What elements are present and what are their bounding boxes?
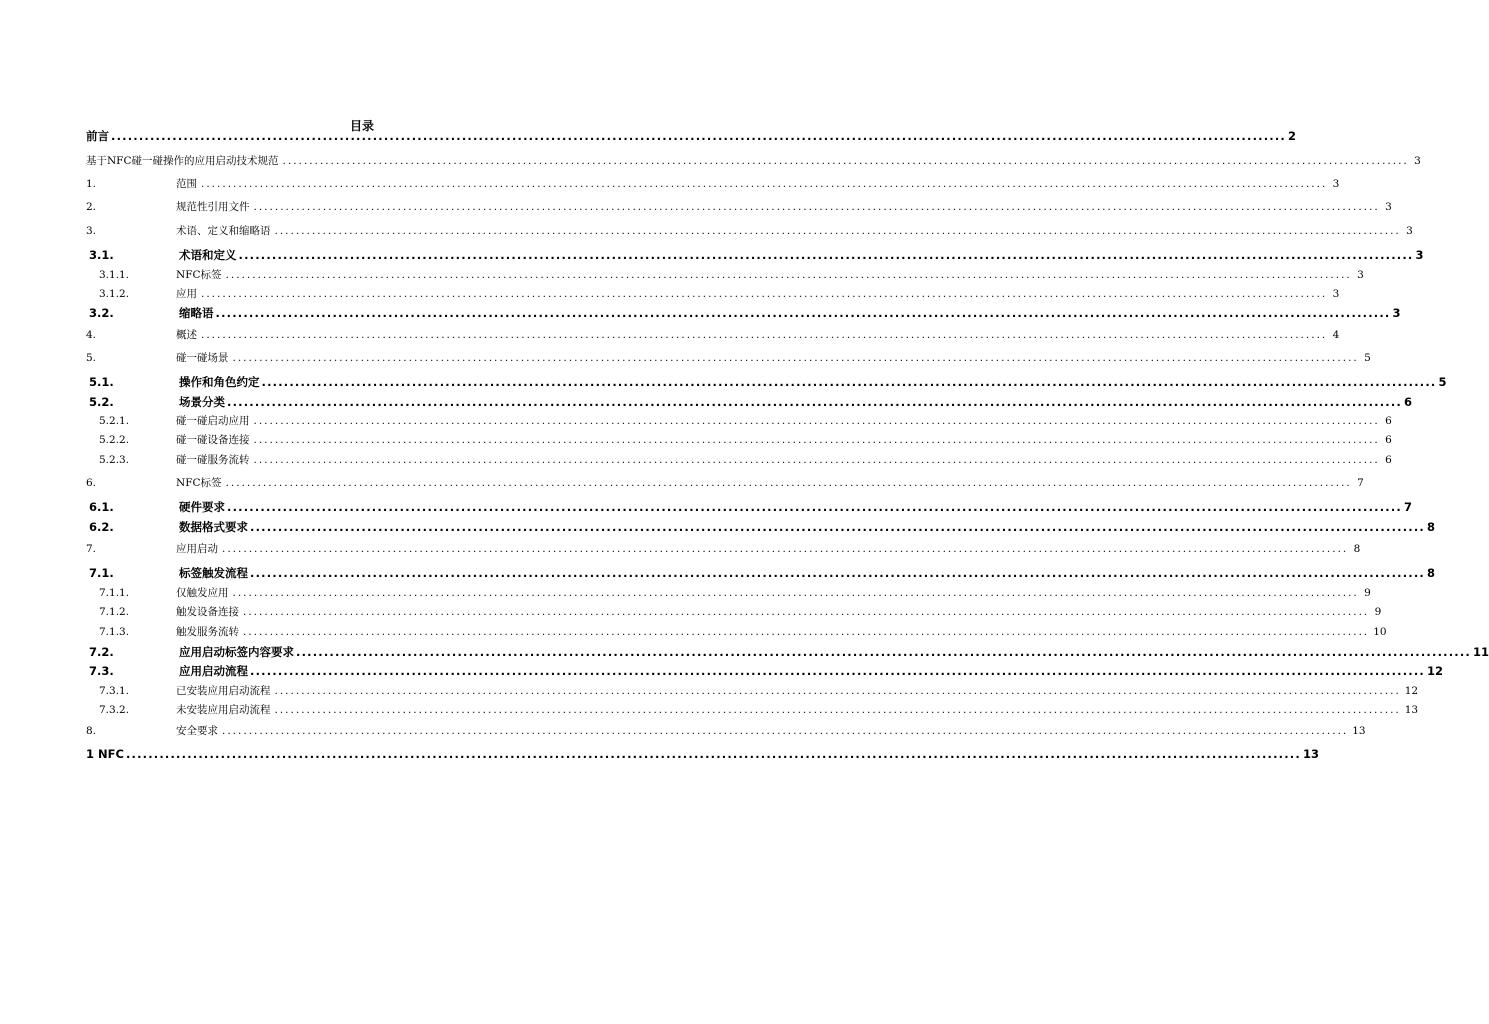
toc-entry-page: 13 xyxy=(1404,704,1419,716)
toc-dot-leader: ................................................................................................................................................................................................................... xyxy=(201,329,1328,341)
toc-dot-leader: ................................................................................................................................................................................................................... xyxy=(243,606,1370,618)
toc-dot-leader: ................................................................................................................................................................................................................... xyxy=(222,725,1349,737)
toc-dot-leader: ................................................................................................................................................................................................................... xyxy=(201,288,1328,300)
toc-entry-number: 7.1. xyxy=(89,566,114,580)
toc-entry-page: 13 xyxy=(1352,725,1366,737)
toc-entry-number: 7.1.3. xyxy=(99,626,130,638)
toc-entry-page: 3 xyxy=(1415,248,1424,262)
toc-entry[interactable] xyxy=(89,393,1413,411)
toc-entry[interactable] xyxy=(86,722,1366,740)
toc-entry[interactable] xyxy=(86,349,1371,367)
toc-dot-leader: ................................................................................................................................................................................................................... xyxy=(274,225,1401,237)
toc-entry-number: 7. xyxy=(86,543,97,555)
toc-entry-page: 5 xyxy=(1364,352,1371,364)
toc-dot-leader: ................................................................................................................................................................................................................... xyxy=(232,587,1359,599)
toc-entry-number: 5. xyxy=(86,352,97,364)
toc-entry-page: 7 xyxy=(1404,500,1413,514)
toc-entry-title: 前言 xyxy=(86,129,109,143)
toc-entry[interactable] xyxy=(89,304,1401,322)
toc-entry[interactable] xyxy=(99,701,1419,719)
toc-entry-page: 12 xyxy=(1427,664,1444,678)
toc-entry-number: 7.2. xyxy=(89,645,114,659)
toc-entry[interactable] xyxy=(86,152,1421,170)
toc-entry-page: 9 xyxy=(1364,587,1371,599)
toc-entry[interactable] xyxy=(89,246,1424,264)
toc-entry-number: 7.1.1. xyxy=(99,587,130,599)
toc-entry-title: 安全要求 xyxy=(176,725,218,737)
toc-entry[interactable] xyxy=(89,373,1447,391)
toc-dot-leader: ................................................................................................................................................................................................................... xyxy=(261,375,1437,389)
toc-entry-number: 5.2.3. xyxy=(99,454,130,466)
toc-entry[interactable] xyxy=(86,745,1319,763)
toc-entry-page: 2 xyxy=(1288,129,1297,143)
toc-entry-page: 8 xyxy=(1427,520,1436,534)
toc-dot-leader: ................................................................................................................................................................................................................... xyxy=(227,500,1402,514)
toc-entry-title: 应用启动流程 xyxy=(179,664,248,678)
toc-entry[interactable] xyxy=(99,266,1364,284)
toc-dot-leader: ................................................................................................................................................................................................................... xyxy=(282,155,1409,167)
toc-entry-page: 3 xyxy=(1385,201,1392,213)
toc-dot-leader: ................................................................................................................................................................................................................... xyxy=(238,248,1414,262)
toc-entry-number: 3.1.2. xyxy=(99,288,130,300)
toc-entry-title: 应用启动 xyxy=(176,543,218,555)
toc-entry-title: 触发设备连接 xyxy=(176,606,239,618)
toc-entry-page: 8 xyxy=(1427,566,1436,580)
toc-dot-leader: ................................................................................................................................................................................................................... xyxy=(253,415,1380,427)
toc-entry-number: 7.3.1. xyxy=(99,685,130,697)
toc-entry-page: 12 xyxy=(1404,685,1419,697)
toc-dot-leader: ................................................................................................................................................................................................................... xyxy=(111,129,1286,143)
toc-entry-title: 范围 xyxy=(176,178,197,190)
toc-entry-title: 仅触发应用 xyxy=(176,587,229,599)
toc-entry-title: 标签触发流程 xyxy=(179,566,248,580)
toc-entry-number: 3.1. xyxy=(89,248,114,262)
toc-entry[interactable] xyxy=(86,326,1340,344)
toc-entry-page: 6 xyxy=(1385,434,1392,446)
toc-entry-page: 8 xyxy=(1353,543,1361,555)
toc-dot-leader: ................................................................................................................................................................................................................... xyxy=(201,178,1328,190)
toc-entry-page: 11 xyxy=(1473,645,1489,659)
toc-entry-title: 操作和角色约定 xyxy=(179,375,260,389)
toc-entry-title: 1 NFC xyxy=(86,747,124,761)
toc-entry-number: 3.1.1. xyxy=(99,269,130,281)
toc-entry-page: 3 xyxy=(1332,288,1340,300)
toc-entry[interactable] xyxy=(89,518,1436,536)
toc-entry-title: 应用启动标签内容要求 xyxy=(179,645,294,659)
toc-entry[interactable] xyxy=(99,682,1419,700)
toc-dot-leader: ................................................................................................................................................................................................................... xyxy=(253,454,1380,466)
toc-entry[interactable] xyxy=(86,222,1413,240)
toc-entry-title: 碰一碰启动应用 xyxy=(176,415,250,427)
toc-entry-page: 6 xyxy=(1404,395,1413,409)
toc-entry-number: 8. xyxy=(86,725,97,737)
toc-entry[interactable] xyxy=(99,623,1387,641)
toc-entry-title: 规范性引用文件 xyxy=(176,201,250,213)
toc-entry-title: 术语、定义和缩略语 xyxy=(176,225,271,237)
toc-entry[interactable] xyxy=(99,603,1382,621)
toc-entry[interactable] xyxy=(86,474,1364,492)
toc-entry[interactable] xyxy=(86,540,1361,558)
toc-dot-leader: ................................................................................................................................................................................................................... xyxy=(250,566,1425,580)
toc-entry[interactable] xyxy=(86,175,1340,193)
toc-entry-number: 7.3.2. xyxy=(99,704,130,716)
toc-dot-leader: ................................................................................................................................................................................................................... xyxy=(225,269,1352,281)
toc-entry-page: 3 xyxy=(1332,178,1340,190)
toc-entry-number: 7.1.2. xyxy=(99,606,130,618)
toc-entry[interactable] xyxy=(89,643,1489,661)
toc-entry-title: 硬件要求 xyxy=(179,500,225,514)
toc-dot-leader: ................................................................................................................................................................................................................... xyxy=(250,664,1425,678)
toc-entry[interactable] xyxy=(99,285,1340,303)
toc-dot-leader: ................................................................................................................................................................................................................... xyxy=(125,747,1301,761)
toc-entry-number: 3. xyxy=(86,225,97,237)
toc-dot-leader: ................................................................................................................................................................................................................... xyxy=(253,201,1380,213)
toc-entry-number: 6.1. xyxy=(89,500,114,514)
toc-dot-leader: ................................................................................................................................................................................................................... xyxy=(296,645,1471,659)
toc-dot-leader: ................................................................................................................................................................................................................... xyxy=(227,395,1402,409)
toc-entry-page: 4 xyxy=(1332,329,1340,341)
toc-entry-title: 碰一碰场景 xyxy=(176,352,229,364)
toc-dot-leader: ................................................................................................................................................................................................................... xyxy=(225,477,1352,489)
toc-entry-number: 5.2.2. xyxy=(99,434,130,446)
toc-entry[interactable] xyxy=(86,198,1392,216)
toc-entry-title: 碰一碰服务流转 xyxy=(176,454,250,466)
toc-entry[interactable] xyxy=(86,127,1297,145)
toc-entry[interactable] xyxy=(99,431,1392,449)
toc-entry-number: 6. xyxy=(86,477,97,489)
toc-entry-title: 触发服务流转 xyxy=(176,626,239,638)
toc-entry-number: 7.3. xyxy=(89,664,114,678)
toc-entry-number: 6.2. xyxy=(89,520,114,534)
toc-entry-title: NFC标签 xyxy=(176,269,222,281)
toc-entry-title: 未安装应用启动流程 xyxy=(176,704,271,716)
toc-entry[interactable] xyxy=(89,564,1436,582)
toc-dot-leader: ................................................................................................................................................................................................................... xyxy=(274,685,1401,697)
toc-entry-page: 9 xyxy=(1374,606,1382,618)
toc-dot-leader: ................................................................................................................................................................................................................... xyxy=(222,543,1349,555)
toc-entry-page: 3 xyxy=(1357,269,1364,281)
toc-dot-leader: ................................................................................................................................................................................................................... xyxy=(274,704,1401,716)
toc-entry-number: 3.2. xyxy=(89,306,114,320)
toc-entry[interactable] xyxy=(89,498,1413,516)
toc-entry-number: 1. xyxy=(86,178,97,190)
toc-dot-leader: ................................................................................................................................................................................................................... xyxy=(243,626,1370,638)
toc-entry-page: 6 xyxy=(1385,415,1392,427)
toc-dot-leader: ................................................................................................................................................................................................................... xyxy=(215,306,1391,320)
toc-title: 目录 xyxy=(349,119,374,133)
toc-dot-leader: ................................................................................................................................................................................................................... xyxy=(253,434,1380,446)
toc-entry-page: 5 xyxy=(1438,375,1447,389)
toc-entry-number: 5.2. xyxy=(89,395,114,409)
toc-entry-title: 碰一碰设备连接 xyxy=(176,434,250,446)
toc-entry-title: 术语和定义 xyxy=(179,248,237,262)
toc-entry[interactable] xyxy=(89,662,1444,680)
toc-entry-page: 3 xyxy=(1414,155,1421,167)
toc-entry-number: 5.2.1. xyxy=(99,415,130,427)
toc-entry-page: 3 xyxy=(1392,306,1401,320)
toc-entry-title: 场景分类 xyxy=(179,395,225,409)
toc-entry-title: 基于NFC碰一碰操作的应用启动技术规范 xyxy=(86,155,279,167)
toc-entry-title: 数据格式要求 xyxy=(179,520,248,534)
toc-entry-title: 已安装应用启动流程 xyxy=(176,685,271,697)
toc-entry-title: 缩略语 xyxy=(179,306,214,320)
toc-entry-title: 概述 xyxy=(176,329,197,341)
toc-entry-page: 6 xyxy=(1385,454,1392,466)
toc-dot-leader: ................................................................................................................................................................................................................... xyxy=(232,352,1359,364)
toc-entry-page: 13 xyxy=(1302,747,1319,761)
toc-entry-page: 10 xyxy=(1373,626,1387,638)
toc-entry[interactable] xyxy=(99,412,1392,430)
toc-entry-number: 4. xyxy=(86,329,97,341)
toc-entry-title: NFC标签 xyxy=(176,477,222,489)
toc-dot-leader: ................................................................................................................................................................................................................... xyxy=(250,520,1425,534)
toc-entry-page: 3 xyxy=(1406,225,1413,237)
toc-entry-page: 7 xyxy=(1357,477,1364,489)
toc-entry[interactable] xyxy=(99,451,1392,469)
toc-entry-title: 应用 xyxy=(176,288,197,300)
toc-entry-number: 2. xyxy=(86,201,97,213)
toc-entry-number: 5.1. xyxy=(89,375,114,389)
toc-entry[interactable] xyxy=(99,584,1371,602)
